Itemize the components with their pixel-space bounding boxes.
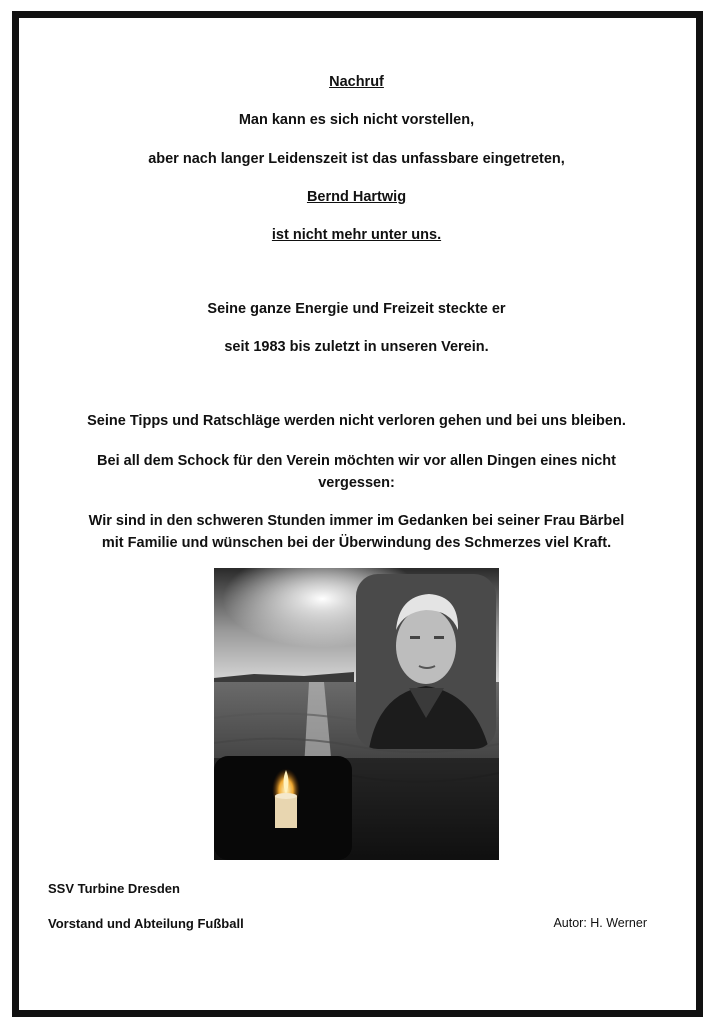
author: Autor: H. Werner <box>553 916 647 930</box>
text-line-7: Seine Tipps und Ratschläge werden nicht verloren gehen und bei uns bleiben. <box>87 413 626 429</box>
text-line-4: ist nicht mehr unter uns. <box>271 227 442 243</box>
text-line-1: Man kann es sich nicht vorstellen, <box>238 112 475 128</box>
memorial-collage-image <box>214 568 499 860</box>
memorial-photo <box>214 568 499 860</box>
text-line-11: mit Familie und wünschen bei der Überwindung des Schmerzes viel Kraft. <box>101 535 612 551</box>
heading: Nachruf <box>329 74 384 90</box>
text-line-2: aber nach langer Leidenszeit ist das unfassbare eingetreten, <box>148 151 565 167</box>
department-name: Vorstand und Abteilung Fußball <box>48 916 244 931</box>
name-line: Bernd Hartwig <box>306 189 407 205</box>
text-line-8: Bei all dem Schock für den Verein möchten wir vor allen Dingen eines nicht <box>97 453 616 469</box>
club-name: SSV Turbine Dresden <box>48 881 180 896</box>
text-line-5: Seine ganze Energie und Freizeit steckte er <box>207 301 506 317</box>
text-line-9: vergessen: <box>318 475 395 491</box>
text-line-10: Wir sind in den schweren Stunden immer im Gedanken bei seiner Frau Bärbel <box>88 513 625 529</box>
text-line-6: seit 1983 bis zuletzt in unseren Verein. <box>224 339 489 355</box>
